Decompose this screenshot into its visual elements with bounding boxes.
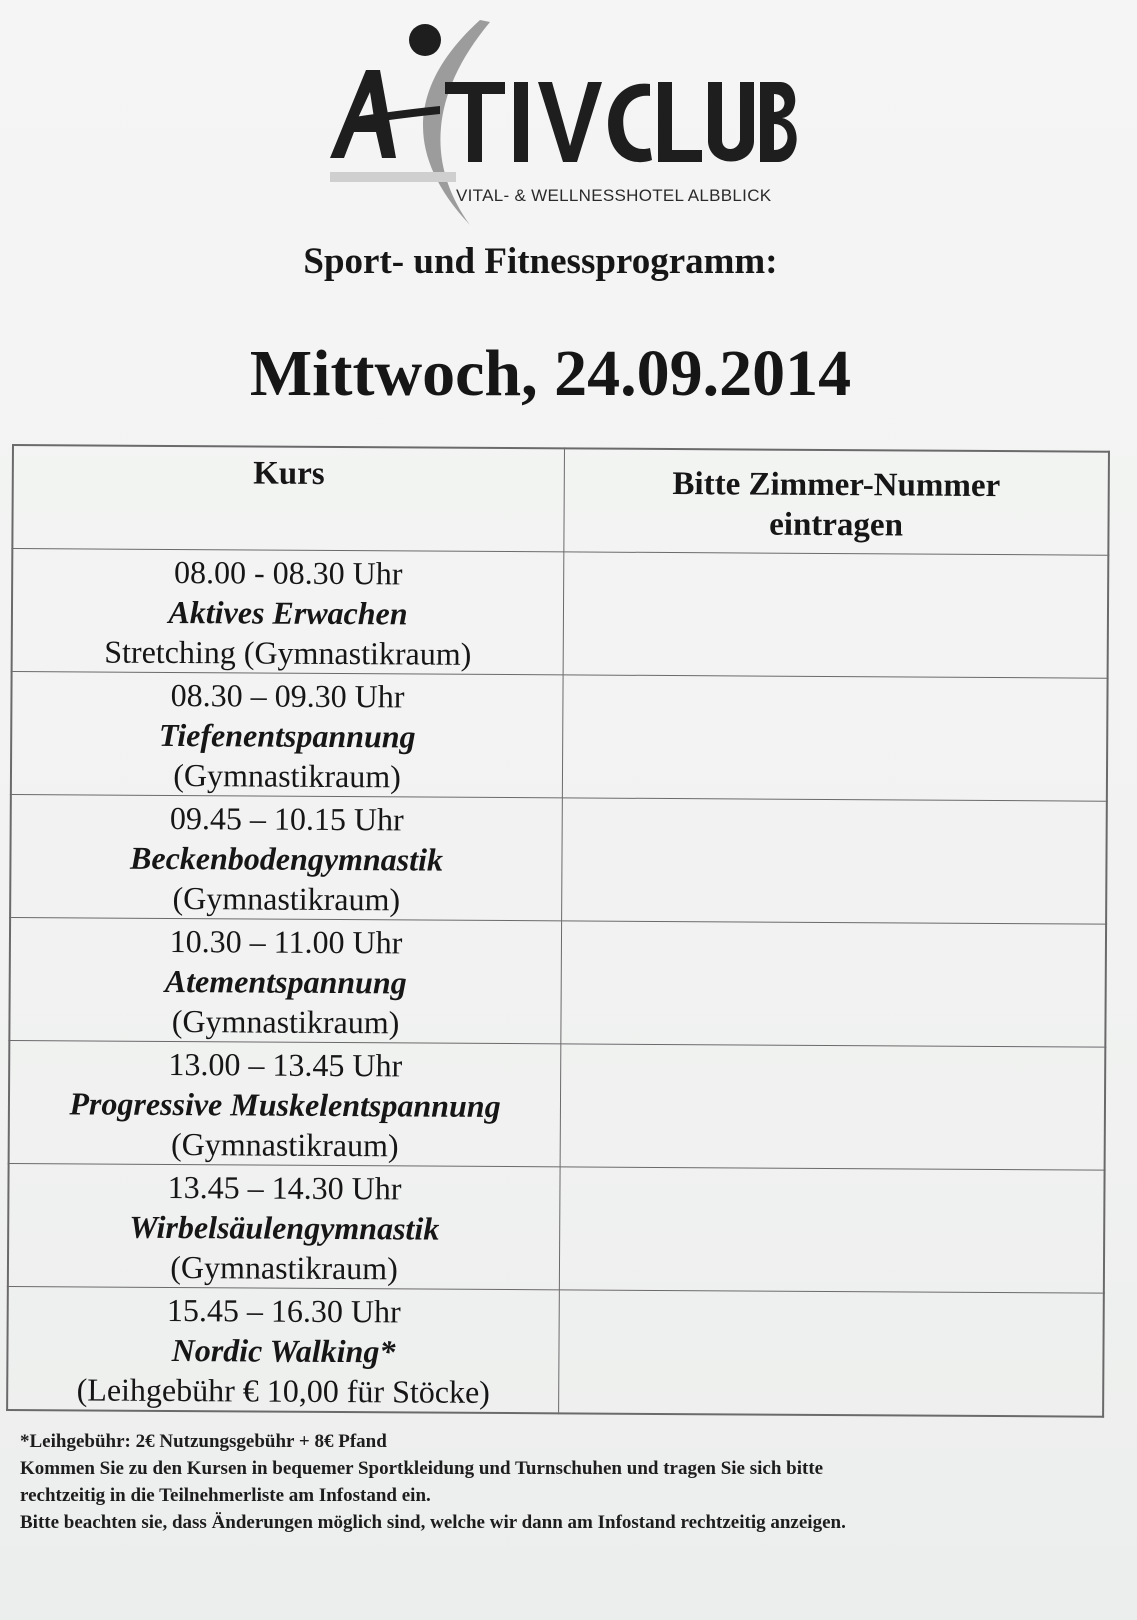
column-header-room-number <box>564 448 1109 555</box>
table-row <box>7 1286 1104 1416</box>
logo-letter-b <box>760 82 797 162</box>
program-date: Mittwoch, 24.09.2014 <box>249 337 852 410</box>
column-header-room-line1: Bitte Zimmer-Nummer <box>672 466 1001 505</box>
course-time: 13.45 – 14.30 Uhr <box>167 1168 402 1207</box>
course-name: Aktives Erwachen <box>168 593 408 632</box>
room-number-entry[interactable] <box>560 1044 1105 1170</box>
course-location: (Gymnastikraum) <box>173 756 401 795</box>
footnotes <box>20 1428 1110 1536</box>
course-name: Progressive Muskelentspannung <box>69 1085 501 1124</box>
table-row <box>8 1163 1105 1293</box>
course-cell <box>7 1286 559 1413</box>
course-location: (Gymnastikraum) <box>171 1002 400 1041</box>
course-location: (Gymnastikraum) <box>170 1248 398 1287</box>
logo-letter-c <box>608 84 652 163</box>
course-time: 13.00 – 13.45 Uhr <box>168 1045 403 1084</box>
course-cell <box>10 794 562 920</box>
course-cell <box>9 917 561 1043</box>
course-location: (Gymnastikraum) <box>170 1125 399 1164</box>
table-row <box>12 549 1109 679</box>
course-location: (Gymnastikraum) <box>172 879 401 918</box>
course-time: 09.45 – 10.15 Uhr <box>169 799 404 838</box>
course-time: 08.00 - 08.30 Uhr <box>173 553 403 592</box>
logo-letter-l <box>658 82 702 162</box>
course-cell <box>8 1163 560 1289</box>
table-header-row <box>12 445 1109 555</box>
room-number-entry[interactable] <box>561 921 1106 1047</box>
course-time: 10.30 – 11.00 Uhr <box>169 922 403 961</box>
course-name: Nordic Walking* <box>171 1331 396 1370</box>
room-number-entry[interactable] <box>562 798 1107 924</box>
course-cell <box>9 1040 561 1166</box>
room-number-entry[interactable] <box>559 1290 1104 1417</box>
activclub-logo <box>330 10 800 230</box>
course-location: Stretching (Gymnastikraum) <box>104 633 472 672</box>
course-table <box>6 444 1110 1418</box>
course-name: Tiefenentspannung <box>158 716 416 755</box>
course-cell <box>11 672 563 798</box>
logo-underline <box>330 172 456 182</box>
logo-subtitle: VITAL- & WELLNESSHOTEL ALBBLICK <box>456 186 772 205</box>
table-row <box>9 917 1106 1047</box>
course-name: Atementspannung <box>164 962 407 1001</box>
table-row <box>11 672 1108 802</box>
room-number-entry[interactable] <box>563 675 1108 801</box>
logo-dot <box>409 24 441 56</box>
course-time: 08.30 – 09.30 Uhr <box>170 676 405 715</box>
program-title: Sport- und Fitnessprogramm: <box>303 241 778 282</box>
logo-letter-t <box>445 82 505 162</box>
column-header-kurs: Kurs <box>12 445 564 552</box>
footnote-rental-fee: *Leihgebühr: 2€ Nutzungsgebühr + 8€ Pfand <box>20 1431 387 1452</box>
table-row <box>9 1040 1106 1170</box>
course-time: 15.45 – 16.30 Uhr <box>166 1291 401 1330</box>
logo-letter-u <box>708 82 754 162</box>
footnote-clothing-note: Kommen Sie zu den Kursen in bequemer Sportkleidung und Turnschuhen und tragen Sie sich bitte <box>20 1458 824 1479</box>
footnote-changes-note: Bitte beachten sie, dass Änderungen möglich sind, welche wir dann am Infostand rechtzeitig anzeigen. <box>20 1512 846 1533</box>
room-number-entry[interactable] <box>563 552 1108 678</box>
course-cell <box>12 549 564 675</box>
column-header-room-line2: eintragen <box>769 506 904 544</box>
logo-letter-i <box>514 82 528 162</box>
room-number-entry[interactable] <box>559 1167 1104 1293</box>
course-name: Beckenbodengymnastik <box>130 839 444 878</box>
course-name: Wirbelsäulengymnastik <box>129 1208 440 1247</box>
logo-letter-v <box>538 82 602 162</box>
footnote-clothing-note-cont: rechtzeitig in die Teilnehmerliste am Infostand ein. <box>20 1485 431 1506</box>
course-location: (Leihgebühr € 10,00 für Stöcke) <box>76 1371 491 1410</box>
table-row <box>10 794 1107 924</box>
